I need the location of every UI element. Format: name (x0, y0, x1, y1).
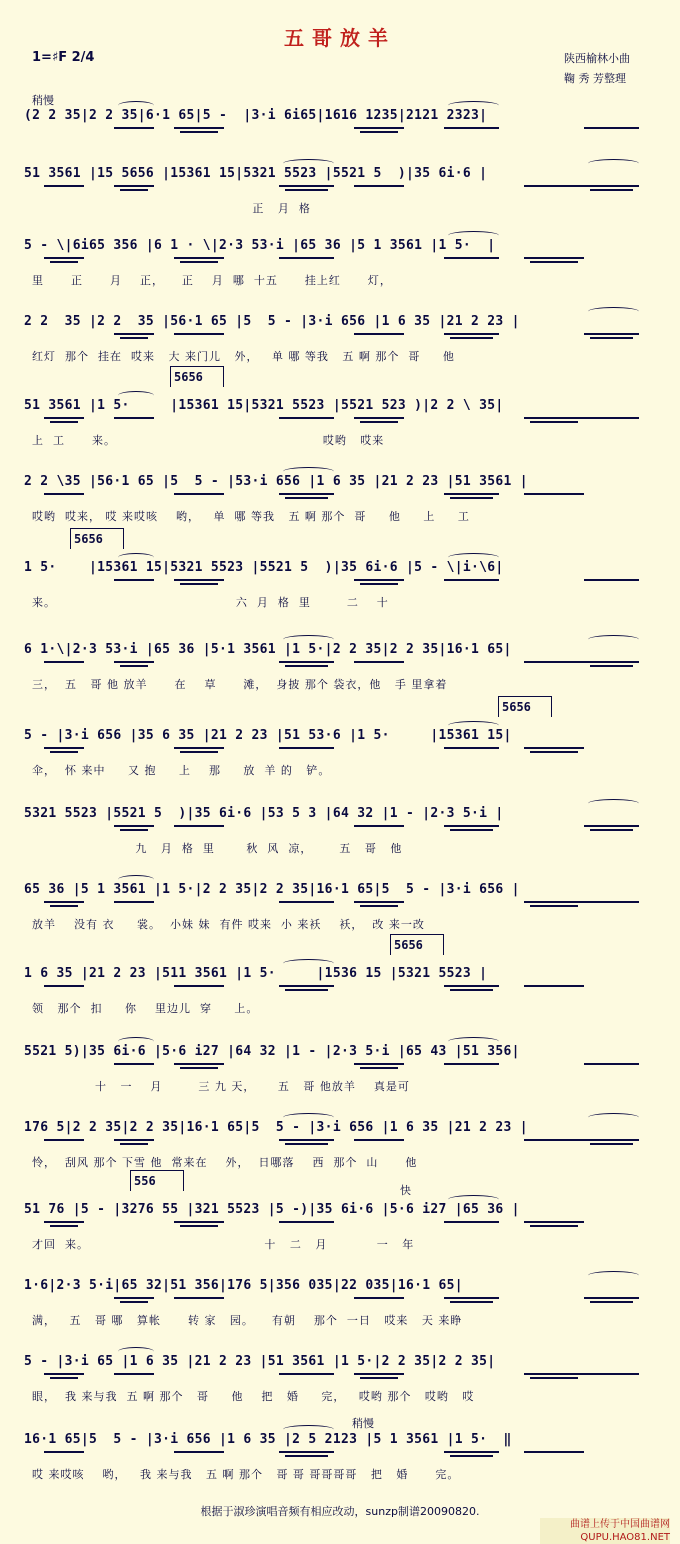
beam-line (584, 417, 639, 419)
beam-line-double (285, 189, 328, 191)
beam-line (44, 257, 84, 259)
beam-line-double (120, 829, 148, 831)
beam-line (114, 901, 154, 903)
beam-line-double (120, 337, 148, 339)
beam-line-double (120, 1143, 148, 1145)
lyric-line: 来。 六 月 格 里 二 十 (32, 596, 389, 609)
beam-line (279, 1139, 334, 1141)
song-title: 五哥放羊 (284, 26, 396, 50)
beam-line-double (450, 1301, 493, 1303)
beam-line (174, 985, 224, 987)
beam-line-double (180, 261, 218, 263)
beam-line-double (590, 189, 633, 191)
tempo-marking: 稍慢 (32, 94, 54, 107)
slur-mark (588, 1271, 639, 1280)
slur-mark (448, 231, 499, 240)
beam-line (354, 417, 404, 419)
slur-mark (118, 553, 154, 562)
interlude-notes: 5656 (174, 370, 203, 384)
origin-label: 陕西榆林小曲 (564, 52, 630, 65)
beam-line (584, 185, 639, 187)
credit-line-1: 曲谱上传于中国曲谱网 (570, 1519, 670, 1530)
beam-line (174, 127, 224, 129)
tempo-mark-slow-end: 稍慢 (352, 1417, 374, 1430)
beam-line-double (360, 421, 398, 423)
beam-line (584, 127, 639, 129)
beam-line (524, 1139, 584, 1141)
beam-line-double (120, 1301, 148, 1303)
beam-line (114, 333, 154, 335)
beam-line (114, 1063, 154, 1065)
beam-line (44, 901, 84, 903)
beam-line-double (530, 905, 578, 907)
beam-line (354, 1063, 404, 1065)
beam-line-double (120, 189, 148, 191)
beam-line (354, 1297, 404, 1299)
beam-line (174, 579, 224, 581)
beam-line (584, 1297, 639, 1299)
beam-line-double (120, 665, 148, 667)
beam-line (114, 1297, 154, 1299)
notation-line: 1 5· |15361 15|5321 5523 |5521 5 )|35 6i·6 |5 - \|i·\6| (24, 560, 504, 575)
beam-line-double (360, 1377, 398, 1379)
slur-mark (283, 635, 334, 644)
beam-line (174, 1451, 224, 1453)
notation-line: 176 5|2 2 35|2 2 35|16·1 65|5 5 - |3·i 656 |1 6 35 |21 2 23 | (24, 1120, 528, 1135)
beam-line-double (50, 751, 78, 753)
lyric-line: 放羊 没有 衣 裳。 小妹 妹 有件 哎来 小 来袄 袄， 改 来一改 (32, 918, 425, 931)
lyric-line: 眼， 我 来与我 五 啊 那个 哥 他 把 婚 完， 哎哟 那个 哎哟 哎 (32, 1390, 475, 1403)
lyric-line: 怜， 刮风 那个 下雪 他 常来在 外， 日哪落 西 那个 山 他 (32, 1156, 418, 1169)
beam-line-double (285, 1143, 328, 1145)
beam-line (444, 333, 499, 335)
footer-note: 根据于淑珍演唱音频有相应改动，sunzp制谱20090820. (200, 1505, 480, 1518)
lyric-line: 里 正 月 正， 正 月 哪 十五 挂上红 灯， (32, 274, 392, 287)
beam-line (354, 333, 404, 335)
beam-line (584, 901, 639, 903)
slur-mark (448, 721, 499, 730)
key-signature: 1=♯F 2/4 (32, 50, 95, 65)
beam-line (354, 825, 404, 827)
interlude-notes: 5656 (394, 938, 423, 952)
slur-mark (283, 1425, 334, 1434)
interlude-notes: 556 (134, 1174, 156, 1188)
beam-line (354, 579, 404, 581)
beam-line (279, 493, 334, 495)
tempo-mark-fast: 快 (400, 1184, 411, 1197)
beam-line (444, 493, 499, 495)
beam-line (44, 747, 84, 749)
beam-line (174, 1297, 224, 1299)
beam-line (524, 661, 584, 663)
beam-line (444, 1063, 499, 1065)
notation-line: 65 36 |5 1 3561 |1 5·|2 2 35|2 2 35|16·1 65|5 5 - |3·i 656 | (24, 882, 520, 897)
notation-line: (2 2 35|2 2 35|6·1 65|5 - |3·i 6i65|1616 1235|2121 2323| (24, 108, 488, 123)
beam-line (279, 985, 334, 987)
beam-line (279, 417, 334, 419)
beam-line-double (450, 989, 493, 991)
lyric-line: 三， 五 哥 他 放羊 在 草 滩， 身披 那个 袋衣，他 手 里拿着 (32, 678, 448, 691)
beam-line (44, 417, 84, 419)
beam-line-double (285, 665, 328, 667)
beam-line (114, 185, 154, 187)
beam-line-double (50, 261, 78, 263)
beam-line (524, 747, 584, 749)
slur-mark (588, 799, 639, 808)
beam-line-double (50, 905, 78, 907)
notation-line: 5 - |3·i 656 |35 6 35 |21 2 23 |51 53·6 |1 5· |15361 15| (24, 728, 512, 743)
beam-line-double (530, 261, 578, 263)
notation-line: 16·1 65|5 5 - |3·i 656 |1 6 35 |2 5 2123 |5 1 3561 |1 5· ‖ (24, 1432, 512, 1447)
beam-line-double (530, 421, 578, 423)
beam-line (279, 901, 334, 903)
beam-line (114, 127, 154, 129)
beam-line (279, 1221, 334, 1223)
beam-line (114, 417, 154, 419)
beam-line (174, 825, 224, 827)
lyric-line: 领 那个 扣 你 里边儿 穿 上。 (32, 1002, 259, 1015)
beam-line (354, 185, 404, 187)
beam-line-double (180, 1067, 218, 1069)
beam-line (114, 1373, 154, 1375)
slur-mark (588, 1113, 639, 1122)
beam-line-double (450, 1455, 493, 1457)
slur-mark (448, 101, 499, 110)
lyric-line: 上 工 来。 哎哟 哎来 (32, 434, 385, 447)
beam-line (44, 1373, 84, 1375)
notation-line: 51 3561 |1 5· |15361 15|5321 5523 |5521 523 )|2 2 \ 35| (24, 398, 504, 413)
beam-line-double (590, 829, 633, 831)
beam-line (524, 1451, 584, 1453)
slur-mark (283, 159, 334, 168)
beam-line (174, 1063, 224, 1065)
beam-line-double (450, 497, 493, 499)
beam-line (444, 825, 499, 827)
watermark-credit (540, 1518, 670, 1544)
beam-line (279, 257, 334, 259)
beam-line (584, 333, 639, 335)
slur-mark (448, 553, 499, 562)
beam-line (444, 985, 499, 987)
slur-mark (118, 391, 154, 400)
beam-line (524, 901, 584, 903)
beam-line-double (530, 751, 578, 753)
beam-line (444, 579, 499, 581)
beam-line (174, 257, 224, 259)
lyric-line: 哎 来哎咳 哟， 我 来与我 五 啊 那个 哥 哥 哥哥哥哥 把 婚 完。 (32, 1468, 460, 1481)
notation-line: 2 2 35 |2 2 35 |56·1 65 |5 5 - |3·i 656 |1 6 35 |21 2 23 | (24, 314, 520, 329)
beam-line-double (530, 1225, 578, 1227)
beam-line (279, 661, 334, 663)
slur-mark (118, 101, 154, 110)
notation-line: 5321 5523 |5521 5 )|35 6i·6 |53 5 3 |64 32 |1 - |2·3 5·i | (24, 806, 504, 821)
slur-mark (118, 1037, 154, 1046)
notation-line: 2 2 \35 |56·1 65 |5 5 - |53·i 656 |1 6 35 |21 2 23 |51 3561 | (24, 474, 528, 489)
beam-line-double (360, 131, 398, 133)
beam-line-double (360, 583, 398, 585)
notation-line: 5 - |3·i 65 |1 6 35 |21 2 23 |51 3561 |1 5·|2 2 35|2 2 35| (24, 1354, 496, 1369)
beam-line (354, 661, 404, 663)
lyric-line: 哎哟 哎来， 哎 来哎咳 哟， 单 哪 等我 五 啊 那个 哥 他 上 工 (32, 510, 470, 523)
beam-line (444, 1451, 499, 1453)
beam-line (174, 493, 224, 495)
beam-line (279, 1373, 334, 1375)
beam-line (524, 1221, 584, 1223)
beam-line (44, 1451, 84, 1453)
notation-line: 1 6 35 |21 2 23 |511 3561 |1 5· |1536 15 |5321 5523 | (24, 966, 488, 981)
beam-line (524, 985, 584, 987)
notation-line: 51 76 |5 - |3276 55 |321 5523 |5 -)|35 6i·6 |5·6 i27 |65 36 | (24, 1202, 520, 1217)
beam-line (44, 985, 84, 987)
beam-line-double (180, 751, 218, 753)
beam-line (279, 1451, 334, 1453)
slur-mark (588, 159, 639, 168)
beam-line (524, 257, 584, 259)
interlude-notes: 5656 (74, 532, 103, 546)
slur-mark (283, 959, 334, 968)
beam-line-double (590, 1301, 633, 1303)
beam-line (174, 1221, 224, 1223)
beam-line-double (180, 583, 218, 585)
beam-line (524, 417, 584, 419)
lyric-line: 十 一 月 三 九 天， 五 哥 他放羊 真是可 (32, 1080, 410, 1093)
beam-line (174, 333, 224, 335)
lyric-line: 才回 来。 十 二 月 一 年 (32, 1238, 415, 1251)
beam-line (114, 661, 154, 663)
lyric-line: 满， 五 哥 哪 算帐 转 家 园。 有朝 那个 一日 哎来 天 来睁 (32, 1314, 463, 1327)
slur-mark (448, 1195, 499, 1204)
beam-line (354, 1139, 404, 1141)
beam-line (114, 825, 154, 827)
beam-line (114, 1139, 154, 1141)
beam-line (444, 747, 499, 749)
lyric-line: 红灯 那个 挂在 哎来 大 来门儿 外， 单 哪 等我 五 啊 那个 哥 他 (32, 350, 455, 363)
notation-line: 51 3561 |15 5656 |15361 15|5321 5523 |5521 5 )|35 6i·6 | (24, 166, 488, 181)
credit-line-2: QUPU.HAO81.NET (580, 1532, 670, 1543)
slur-mark (588, 307, 639, 316)
beam-line-double (360, 1067, 398, 1069)
arranger-label: 鞠 秀 芳整理 (564, 72, 626, 85)
beam-line (524, 493, 584, 495)
beam-line (279, 747, 334, 749)
beam-line (354, 1373, 404, 1375)
beam-line (584, 661, 639, 663)
beam-line-double (50, 1225, 78, 1227)
beam-line (44, 1221, 84, 1223)
interlude-notes: 5656 (502, 700, 531, 714)
beam-line (584, 825, 639, 827)
beam-line (584, 1139, 639, 1141)
slur-mark (283, 467, 334, 476)
beam-line-double (180, 1225, 218, 1227)
beam-line (44, 661, 84, 663)
beam-line (44, 493, 84, 495)
beam-line (444, 1221, 499, 1223)
beam-line-double (530, 1377, 578, 1379)
beam-line (44, 1139, 84, 1141)
notation-line: 1·6|2·3 5·i|65 32|51 356|176 5|356 035|22 035|16·1 65| (24, 1278, 463, 1293)
slur-mark (283, 1113, 334, 1122)
beam-line-double (590, 337, 633, 339)
beam-line-double (50, 1377, 78, 1379)
slur-mark (118, 1347, 154, 1356)
notation-line: 5 - \|6i65 356 |6 1 · \|2·3 53·i |65 36 |5 1 3561 |1 5· | (24, 238, 496, 253)
slur-mark (118, 875, 154, 884)
beam-line (584, 1373, 639, 1375)
beam-line-double (180, 131, 218, 133)
beam-line-double (590, 665, 633, 667)
beam-line (114, 579, 154, 581)
beam-line-double (285, 1455, 328, 1457)
beam-line (524, 1373, 584, 1375)
beam-line (354, 127, 404, 129)
beam-line (174, 747, 224, 749)
lyric-line: 正 月 格 (32, 202, 311, 215)
beam-line-double (50, 421, 78, 423)
beam-line-double (450, 829, 493, 831)
beam-line (444, 127, 499, 129)
beam-line-double (285, 497, 328, 499)
beam-line (444, 1297, 499, 1299)
beam-line-double (450, 337, 493, 339)
beam-line (584, 1063, 639, 1065)
beam-line-double (360, 905, 398, 907)
beam-line (444, 257, 499, 259)
notation-line: 5521 5)|35 6i·6 |5·6 i27 |64 32 |1 - |2·3 5·i |65 43 |51 356| (24, 1044, 520, 1059)
notation-line: 6 1·\|2·3 53·i |65 36 |5·1 3561 |1 5·|2 2 35|2 2 35|16·1 65| (24, 642, 512, 657)
beam-line-double (590, 1143, 633, 1145)
beam-line (44, 185, 84, 187)
beam-line (584, 579, 639, 581)
lyric-line: 九 月 格 里 秋 风 凉， 五 哥 他 (32, 842, 403, 855)
slur-mark (448, 1037, 499, 1046)
beam-line (524, 185, 584, 187)
beam-line (354, 901, 404, 903)
slur-mark (588, 635, 639, 644)
beam-line-double (285, 989, 328, 991)
beam-line (279, 185, 334, 187)
lyric-line: 伞， 怀 来中 又 抱 上 那 放 羊 的 铲。 (32, 764, 331, 777)
